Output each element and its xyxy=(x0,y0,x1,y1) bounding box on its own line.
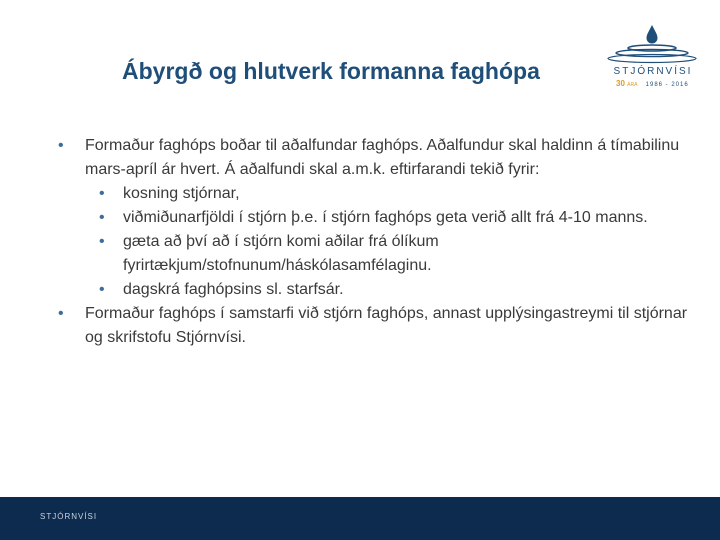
footer-bar xyxy=(0,497,720,540)
logo-anniversary xyxy=(616,79,689,88)
footer-brand: STJÓRNVÍSI xyxy=(40,512,98,521)
anniversary-number: 30 xyxy=(616,79,625,88)
sub-bullet-item: • kosning stjórnar, xyxy=(81,182,698,206)
bullet-text: Formaður faghóps boðar til aðalfundar faghóps. Aðalfundur skal haldinn á tímabilinu mars-apríl ár hvert. Á aðalfundi skal a.m.k. eftirfarandi tekið fyrir: xyxy=(85,137,680,178)
sub-bullet-list xyxy=(81,182,698,302)
anniversary-word: ÁRA xyxy=(627,82,638,88)
bullet-item xyxy=(58,302,698,350)
sub-bullet-item: • gæta að því að í stjórn komi aðilar frá ólíkum fyrirtækjum/stofnunum/háskólasamfélaginu. xyxy=(81,230,698,278)
bullet-text: Formaður faghóps í samstarfi við stjórn faghóps, annast upplýsingastreymi til stjórnar og skrifstofu Stjórnvísi. xyxy=(85,305,688,346)
bullet-item xyxy=(58,134,698,302)
sub-bullet-item: • dagskrá faghópsins sl. starfsár. xyxy=(81,278,698,302)
anniversary-years: 1986 - 2016 xyxy=(645,82,689,88)
drop-emblem-icon xyxy=(604,22,700,68)
bullet-list xyxy=(58,134,698,350)
sub-bullet-item: • viðmiðunarfjöldi í stjórn þ.e. í stjórn faghóps geta verið allt frá 4-10 manns. xyxy=(81,206,698,230)
stjornvisi-logo xyxy=(604,22,700,92)
slide-body xyxy=(58,134,698,350)
slide-title: Ábyrgð og hlutverk formanna faghópa xyxy=(122,58,540,84)
logo-wordmark: STJÓRNVÍSI xyxy=(613,66,693,77)
